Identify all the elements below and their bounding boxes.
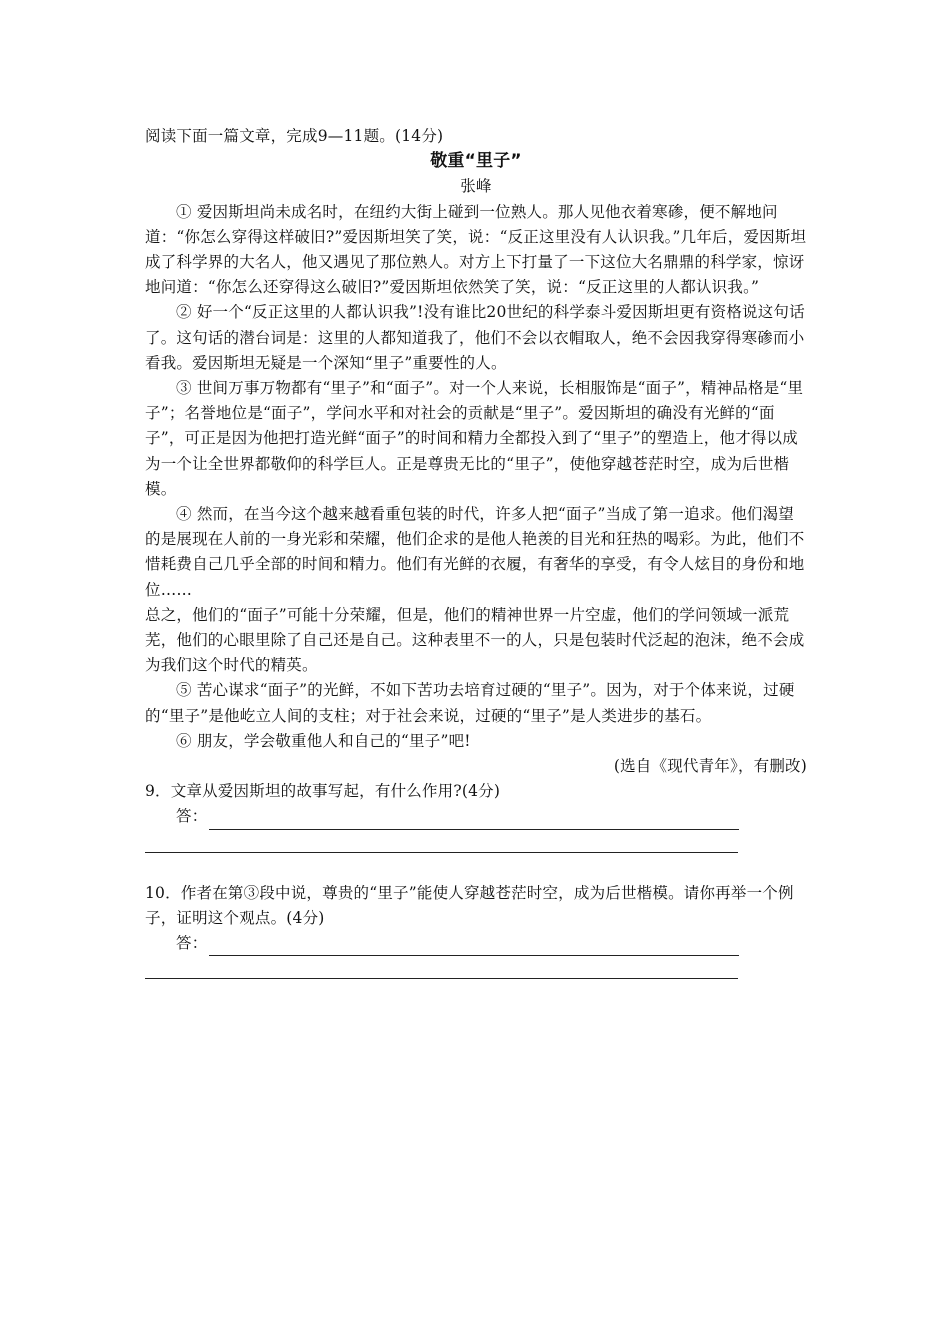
article-source: (选自《现代青年》，有删改) (613, 757, 807, 776)
question-9: 9．文章从爱因斯坦的故事写起，有什么作用?(4分) (145, 782, 501, 801)
paragraph-4-continued: 总之，他们的“面子”可能十分荣耀，但是，他们的精神世界一片空虚，他们的学问领域一派荒芜，他们的心眼里除了自己还是自己。这种表里不一的人，只是包装时代泛起的泡沫，绝不会成为我们这个时代的精英。 (145, 605, 805, 675)
paragraph-1: ① 爱因斯坦尚未成名时，在纽约大街上碰到一位熟人。那人见他衣着寒碜，便不解地问道：“你怎么穿得这样破旧?”爱因斯坦笑了笑，说：“反正这里没有人认识我。”几年后，爱因斯坦成了科学界的大名人，他又遇见了那位熟人。对方上下打量了一下这位大名鼎鼎的科学家，惊讶地问道：“你怎么还穿得这么破旧?”爱因斯坦依然笑了笑，说：“反正这里的人都认识我。” (145, 202, 807, 297)
document-content (145, 124, 807, 979)
spacer (145, 853, 807, 881)
answer-10-row (145, 931, 807, 956)
question-10: 10．作者在第③段中说，尊贵的“里子”能使人穿越苍茫时空，成为后世楷模。请你再举一个例子，证明这个观点。(4分) (145, 883, 794, 927)
answer-9-label: 答： (176, 807, 208, 826)
paragraph-5: ⑤ 苦心谋求“面子”的光鲜，不如下苦功去培育过硬的“里子”。因为，对于个体来说，过硬的“里子”是他屹立人间的支柱；对于社会来说，过硬的“里子”是人类进步的基石。 (145, 681, 795, 725)
paragraph-2: ② 好一个“反正这里的人都认识我”!没有谁比20世纪的科学泰斗爱因斯坦更有资格说这句话了。这句话的潜台词是：这里的人都知道我了，他们不会以衣帽取人，绝不会因我穿得寒碜而小看我。爱因斯坦无疑是一个深知“里子”重要性的人。 (145, 303, 805, 372)
answer-9-line-2[interactable] (145, 830, 738, 853)
answer-9-row (145, 804, 807, 829)
answer-10-line-2[interactable] (145, 956, 738, 979)
answer-9-line-1[interactable] (209, 813, 739, 830)
paragraph-6: ⑥ 朋友，学会敬重他人和自己的“里子”吧! (176, 731, 471, 750)
paragraph-3: ③ 世间万事万物都有“里子”和“面子”。对一个人来说，长相服饰是“面子”，精神品格是“里子”；名誉地位是“面子”，学问水平和对社会的贡献是“里子”。爱因斯坦的确没有光鲜的“面子”，可正是因为他把打造光鲜“面子”的时间和精力全都投入到了“里子”的塑造上，他才得以成为一个让全世界都敬仰的科学巨人。正是尊贵无比的“里子”，使他穿越苍茫时空，成为后世楷模。 (145, 379, 804, 498)
article-author: 张峰 (460, 177, 492, 196)
answer-10-line-1[interactable] (209, 939, 739, 956)
reading-instruction: 阅读下面一篇文章，完成9—11题。(14分) (145, 127, 444, 145)
paragraph-4: ④ 然而，在当今这个越来越看重包装的时代，许多人把“面子”当成了第一追求。他们渴望的是展现在人前的一身光彩和荣耀，他们企求的是他人艳羡的目光和狂热的喝彩。为此，他们不惜耗费自己几乎全部的时间和精力。他们有光鲜的衣履，有奢华的享受，有令人炫目的身份和地位…… (145, 505, 805, 599)
article-title: 敬重“里子” (430, 151, 522, 172)
answer-10-label: 答： (176, 934, 208, 953)
